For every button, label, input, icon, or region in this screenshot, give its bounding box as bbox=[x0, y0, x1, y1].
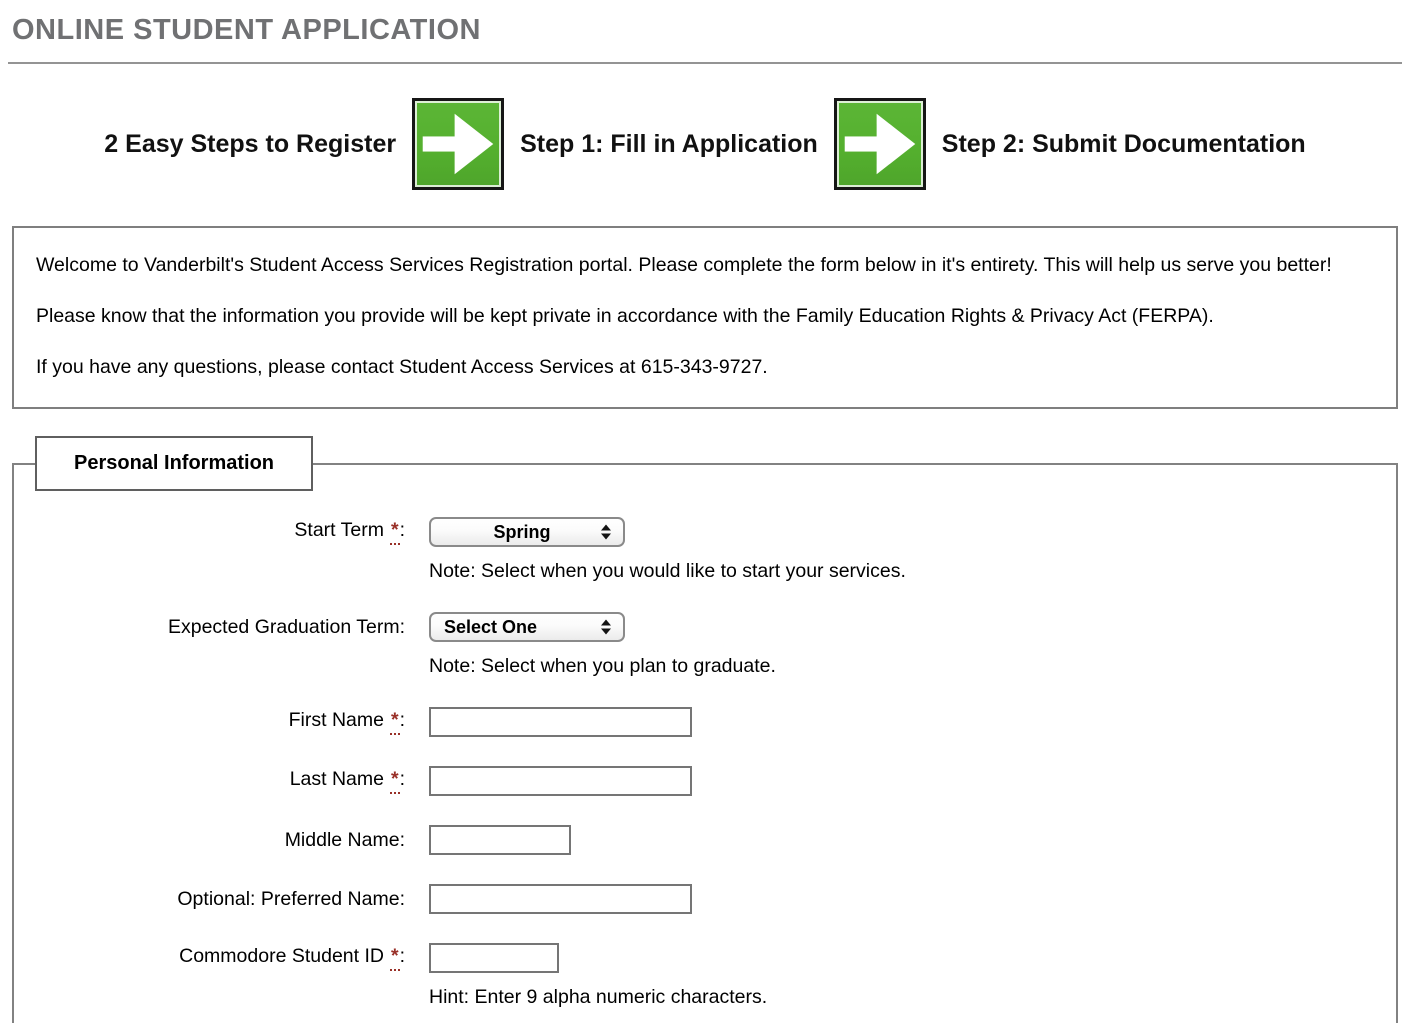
step2-label: Step 2: Submit Documentation bbox=[941, 129, 1306, 158]
green-right-arrow-icon bbox=[834, 98, 926, 190]
student-id-hint: Hint: Enter 9 alpha numeric characters. bbox=[429, 986, 768, 1008]
start-term-group bbox=[14, 517, 1396, 583]
first-name-input[interactable] bbox=[429, 707, 692, 737]
middle-name-label: Middle Name: bbox=[284, 828, 405, 851]
start-term-selected-value: Spring bbox=[493, 521, 551, 542]
select-arrows-icon bbox=[601, 620, 611, 635]
grad-term-note: Note: Select when you plan to graduate. bbox=[429, 655, 776, 677]
student-id-group bbox=[14, 943, 1396, 1009]
middle-name-input[interactable] bbox=[429, 825, 571, 855]
last-name-row bbox=[14, 766, 1396, 796]
steps-intro-label: 2 Easy Steps to Register bbox=[104, 129, 397, 158]
start-term-note: Note: Select when you would like to start your services. bbox=[429, 560, 906, 582]
start-term-select[interactable] bbox=[429, 517, 625, 547]
personal-information-legend: Personal Information bbox=[35, 436, 313, 491]
required-asterisk: * bbox=[390, 521, 400, 545]
welcome-paragraph-1: Welcome to Vanderbilt's Student Access Services Registration portal. Please complete the form below in it's entirety. This will help us serve you better! bbox=[36, 254, 1332, 276]
preferred-name-input[interactable] bbox=[429, 884, 692, 914]
grad-term-select[interactable] bbox=[429, 612, 625, 642]
first-name-label: First Name *: bbox=[14, 709, 405, 735]
preferred-name-label: Optional: Preferred Name: bbox=[177, 887, 405, 910]
student-id-label: Commodore Student ID *: bbox=[14, 945, 405, 971]
select-arrows-icon bbox=[601, 525, 611, 540]
required-asterisk: * bbox=[390, 711, 400, 735]
grad-term-label: Expected Graduation Term: bbox=[167, 615, 405, 638]
steps-banner bbox=[0, 98, 1410, 190]
step1-label: Step 1: Fill in Application bbox=[520, 129, 818, 158]
grad-term-selected-value: Select One bbox=[444, 616, 538, 637]
last-name-input[interactable] bbox=[429, 766, 692, 796]
start-term-label: Start Term *: bbox=[14, 519, 405, 545]
required-asterisk: * bbox=[390, 770, 400, 794]
last-name-label: Last Name *: bbox=[14, 768, 405, 794]
middle-name-row bbox=[14, 825, 1396, 855]
welcome-paragraph-3: If you have any questions, please contact Student Access Services at 615-343-9727. bbox=[36, 356, 768, 378]
welcome-paragraph-2: Please know that the information you provide will be kept private in accordance with the Family Education Rights & Privacy Act (FERPA). bbox=[36, 305, 1214, 327]
personal-information-section bbox=[12, 452, 1398, 1023]
required-asterisk: * bbox=[390, 947, 400, 971]
student-id-input[interactable] bbox=[429, 943, 559, 973]
page-title: ONLINE STUDENT APPLICATION bbox=[12, 14, 481, 46]
grad-term-group bbox=[14, 612, 1396, 678]
title-divider bbox=[8, 62, 1402, 64]
preferred-name-row bbox=[14, 884, 1396, 914]
welcome-message-box bbox=[12, 226, 1398, 409]
green-right-arrow-icon bbox=[412, 98, 504, 190]
first-name-row bbox=[14, 707, 1396, 737]
page-header bbox=[0, 0, 1410, 64]
